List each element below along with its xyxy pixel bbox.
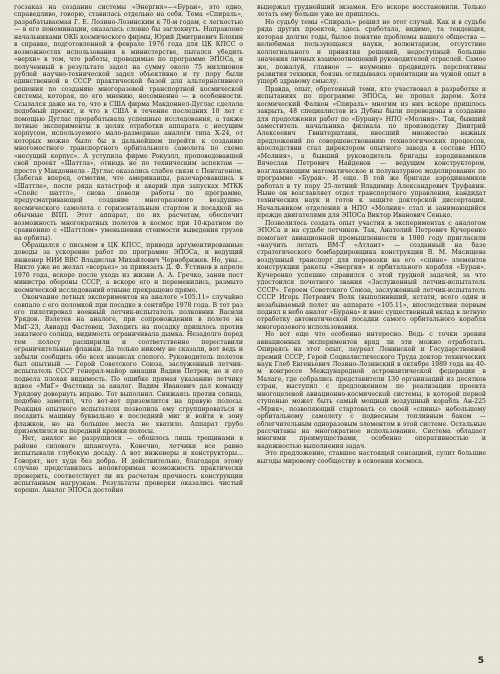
left-column: [14, 4, 243, 652]
paragraph: Нет, аналог не разрушился — обошлось лишь трещинами в районе силового шпангоута. Конечно, летчики все равно испытывали глубокую досаду. А вот инженеры и конструкторы... Говорят, нет худа без добра. И действительно, благодаря этому случаю представилась неповторимая возможность практически проверить, соответствует ли их расчетам прочность конструкции испытанным нагрузкам. Результаты проверки оказались чистый хорошо. Аналог ЭПОСа достойно: [14, 435, 243, 495]
right-column: [257, 4, 486, 652]
paragraph: Но вот еще что особенно интересно. Ведь с точки зрения авиационных экспериментов вряд ли эти можно отработать. Опираясь на этот опыт, лауреат Ленинской и Государственной премий СССР, Герой Социалистического Труда доктор технических наук Глеб Евгеньевич Лозино-Лозинский в октябре 1989 года на 40-м конгрессе Международной астронавтической федерации в Малаге, где собрались представители 130 организаций из десятков стран, выступил с предложением по реализации проекта многоцелевой авиационно-космической системы, в которой первой ступенью может быть самый мощный воздушный корабль Ан-225 «Мрия», позволяющий стартовать со своей «спины» небольшому орбитальному самолету с подвесным топливным баком — облегчительным одноразовым элементом в этой системе. Остальные рассчитаны на многократное использование. Система обладает многими преимуществами, особенно оперативностью и надежностью выполнения задач.: [257, 331, 486, 450]
paragraph: Обращался с письмом в ЦК КПСС, приводя аргументированные доводы за ускорение работ по программе ЭПОСа, и ведущий инженер НИИ ВВС Владислав Михайлович Чернобрижев. Но, увы... Никто уже не желал «всерьез» за привязать Д. Ф. Устинов в апреле 1976 года, вскоре после ухода из жизни А. А. Гречко, заняв пост министра обороны СССР, а вскоре его и переменились, размыто космической исследований отныне прекращено прямо.: [14, 242, 243, 294]
paragraph: выдержал труднейший экзамен. Его вскоре восстановили. Только летать ему больше уже не пришлось.: [257, 4, 486, 19]
paragraph: Правда, опыт, обретенный теми, кто участвовал в разработке и испытаниях по программе ЭПОСа, не пропал даром. Хотя космический Фалкон «Спираль» многим из них вскоре пришлось закрыть, 48 специалистов из Дубны были переведены в создание для продолжения работ по «Бурану» НПО «Молния». Так, бывший заместитель начальника филиала по производству Дмитрий Алексеевич Гвинтерштаин, внесший множество важных предложений по совершенствованию технологических процессов, впоследствии стал директором опытного завода в составе НПО «Молния», а бывший руководитель бригады аэродинамиков Вячеслав Петрович Найденов — ведущим конструктором, возглавляющим математическое и полунатурное моделирование по программе «Буран». И еще. В той же бригаде аэродинамиков работал в ту пору 25-летний Владимир Александрович Труфакин. Ныне он возглавляет отдел транспортного управления, кандидат технических наук и готов к защите докторской диссертации. Начальником отделения в НПО «Молния» стал и занимающийся прежде двигателями для ЭПОСа Виктор Иванович Сенько.: [257, 85, 486, 220]
paragraph: Окончание летных экспериментов на аналоге «105.11» случайно совпало с его поломкой при посадке в сентябре 1978 года. В тот раз его пилотировал военный летчик-испытатель полковник Васили Урядов. Взлетев на аналоге, при сопровождении в полете на МиГ-23, Авиард Фастовец. Заходить на посадку пришлось против закатного солнца, видимость ограничивала дымка. Незадолго перед тем полосу расширили и соответственно переставили ограничительные флажки. Да только никому не сказали, вот ведь и забыли сообщить обо всех нюансах слепого. Руководитель полетов был опытный — Герой Советского Союза, заслуженный летчик-испытатель СССР генерал-майор авиации Вадим Петров, но и его подвела плохая видимость. По ошибке прямая указанию летчику вдвое «МиГ» Фастовца за аналог. Вадим Иванович дал команду Урядову довернуть вправо. Тот выполнил. Снижаясь против солнца, подобно заметил, что вот-вот приземлится на правую полосы. Реакция опытного испытателя позволила ему сгруппироваться и посадить машину буквально в последний миг и войти в зону флажков, но на большее места не хватило. Аппарат грубо приземлился на передний кромки полосы.: [14, 294, 243, 435]
text-columns: [14, 4, 486, 652]
paragraph: Но судьбу темы «Спираль» решил не этот случай. Как и в судьбе ряда других проектов, здесь сработала, видимо, та тенденция, которая долгие годы, былое понятие проблемы нашего общества — нелюбимая пользующаяся науки, волюнтаризм, отсутствие коллегиального и принятия решений, недоступный большие значения личных взаимоотношений руководителей отраслей. Самое же, пожалуй, главное — неумение предвидеть перспективы развития техники, боязнь оглядываясь ориентации на чужой опыт в ущерб здравому смыслу.: [257, 18, 486, 86]
paragraph: госзаказ на создание системы «Энергия»—«Буран», это одно, справедливо, говорю, ставилась отдельно на себя. Тема «Спираль», разрабатываемая Г. Е. Лозино-Лозинским к 70-м годам, с легкостью — в его пономинации, оказалась словно бы заглохнуть. Направлено начальниками ОКБ космического фирмы, Юрий Дмитриевич Блохин в справке, подготовленной в феврале 1976 года для ЦК КПСС о возможностях использования в министерстве, пытался убедить «верхи» в том, что работы, проводимые по программе ЭПОСа, и полученный в результате задел на сумму около 75 миллионов рублей научно-технической задел объективно и ту пору были единственной в СССР практической базой для альтернативного решения по созданию многоразовой транспортной космической системы, которая, по его мнению, несомненно — в особенности. Ссылался даже на то, что в США фирма Макдоннел-Дуглас сделала подобный проект, и что в США в течение последних 10 лет с помощью Дуглас прорабатывала успешные исследования, а также летные эксперименты в целях отработки аппарата с несущим корпусом, используемого мало-размерные аналоги типа Х-24, от которых можно было бы в дальнейшем перейти к созданию многоместного транспортного орбитального самолета по схеме «несущий корпус». А уступила фирме Рокуэлл, проповедовавшей свой проект «Шаттла», отнюдь не по техническим аспектам — просто у Макдоннела - Дуглас оказались слабее связи с Пентагоном. (Забегая вперед, отметим, что американцы, разочаровавшись в «Шаттле», после ряда катастроф и аварий при запусках МТКК «Спейс шаттл», снова повели работы по программе, предусматривающей создание многоразового воздушно-космического самолета с горизонтальным стартом и посадкой на обычные ВПП. Этот аппарат, по их расчетам, обеспечит возможность многократных полетов в космос при 10-кратном по сравнению с «Шаттлом» уменьшении стоимости выведения грузов на орбиты).: [14, 4, 243, 242]
paragraph: Позволилось создать опыт участия в экспериментах с аналогом ЭПОСа и на судьбе летчиков. Так, Анатолий Петрович Кучеренко помогает авиационной промышленности в 1980 году пригласили «научить летать ВМ-Т «Атлант» — созданный на базе стратегического бомбардировщика конструкции В. М. Мясищева воздушный транспорт для перевозки на его «спине» элементов конструкции ракеты «Энергия» и орбитального корабля «Буран». Кучеренко успешно справился с этой трудной задачей, за что удостоился почетного звания «Заслуженный летчик-испытатель СССР». Героем Советского Союза, заслуженный летчик-испытатель СССР Игорь Петрович Волк (выполнивший, кстати, всего один и незабываемый полет на аппарате «105.11», впоследствии первым поднял в небо аналог «Бурана» и внес существенный вклад в летную отработку автоматической посадки самого орбитального корабля многоразового использования.: [257, 219, 486, 331]
page-number: 5: [477, 656, 484, 666]
paragraph: Это предложение, ставшее настоящей сенсацией, сулит большие выгоды мировому сообществу в освоении космоса.: [257, 450, 486, 465]
